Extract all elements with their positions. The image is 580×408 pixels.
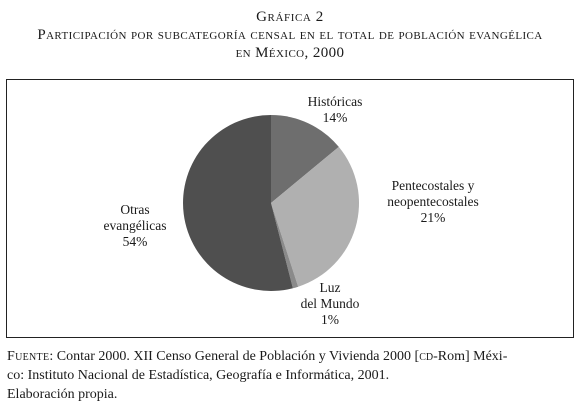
slice-label-pentecostales-y-neopentecostales: Pentecostales y neopentecostales 21% (387, 178, 479, 225)
source-text-b: -Rom] Méxi- (433, 349, 508, 364)
figure-footer (7, 347, 573, 404)
slice-label-historicas: Históricas 14% (307, 94, 363, 125)
source-text-a: : Contar 2000. XII Censo General de Población y Vivienda 2000 [ (49, 349, 420, 364)
figure-label: Gráfica 2 (256, 9, 324, 25)
figure-title-line-1: Participación por subcategoría censal en el total de población evangélica (37, 27, 543, 43)
elaboration-note: Elaboración propia. (7, 387, 118, 402)
figure-title-line-2: en México, 2000 (235, 45, 345, 61)
figure-heading (0, 8, 580, 62)
source-line-2: co: Instituto Nacional de Estadística, Geografía e Informática, 2001. (7, 368, 390, 383)
source-cd: cd (419, 349, 434, 364)
pie-chart (7, 80, 573, 337)
source-line-1 (7, 347, 573, 366)
chart-frame (6, 79, 574, 338)
slice-label-luz-del-mundo: Luz del Mundo 1% (300, 280, 360, 327)
source-label: Fuente (7, 349, 50, 364)
slice-label-otras-evangelicas: Otras evangélicas 54% (103, 202, 167, 249)
